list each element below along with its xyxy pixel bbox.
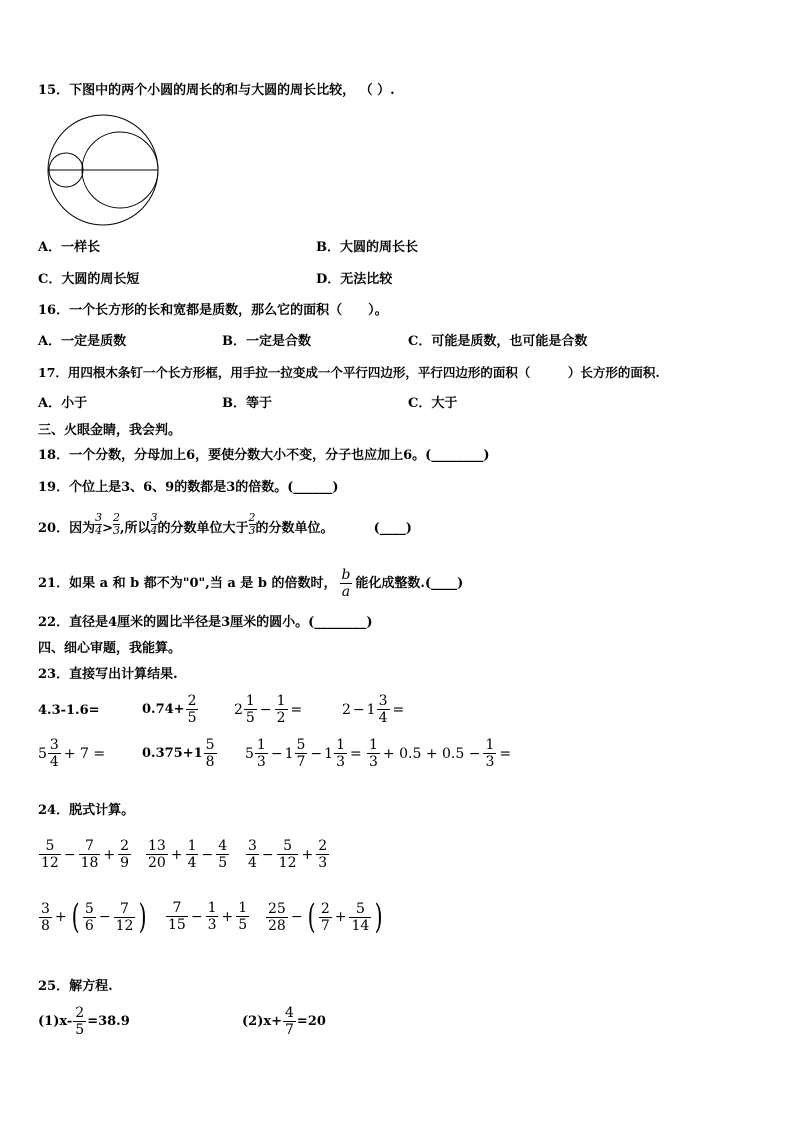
- q23-expr-3: 2 $\frac{1}{5}$ − $\frac{1}{2}$ =: [234, 693, 303, 726]
- q21-suffix: 能化成整数.(____): [355, 575, 464, 591]
- q20-greater-than: >: [102, 521, 113, 536]
- q20-fraction-1: $\frac{3}{4}$: [95, 511, 103, 537]
- q23-expr-7: 5 $\frac{1}{3}$ − 1 $\frac{5}{7}$ − 1 $\frac{1}{3}$ =: [245, 737, 362, 770]
- q24-expr-3: $\frac{3}{4}$ − $\frac{5}{12}$ + $\frac{2}{3}$: [248, 838, 328, 871]
- q15-option-d[interactable]: D．无法比较: [316, 272, 393, 287]
- q20-mid2: 的分数单位大于: [157, 521, 249, 536]
- q24-expr-6: $\frac{25}{28}$ − ( $\frac{2}{7}$ + $\frac{5}{14}$ ): [268, 897, 383, 937]
- q25-equation-1: (1)x- $\frac{2}{5}$ =38.9: [38, 1005, 130, 1038]
- q15-option-b[interactable]: B．大圆的周长长: [316, 240, 418, 255]
- q17-option-a[interactable]: A．小于: [38, 396, 88, 411]
- q20-mid1: ,所以: [120, 521, 151, 536]
- question-19-text: 19．个位上是3、6、9的数都是3的倍数。(______): [38, 480, 339, 495]
- q16-option-c[interactable]: C．可能是质数，也可能是合数: [408, 334, 588, 349]
- q15-option-c[interactable]: C．大圆的周长短: [38, 272, 140, 287]
- q20-fraction-2: $\frac{2}{3}$: [113, 511, 120, 537]
- question-25-title: 25．解方程.: [38, 979, 113, 994]
- q24-expr-1: $\frac{5}{12}$ − $\frac{7}{18}$ + $\frac{2}{9}$: [41, 838, 130, 871]
- q23-expr-8: $\frac{1}{3}$ + 0.5 + 0.5 − $\frac{1}{3}$ =: [369, 737, 512, 770]
- q23-expr-1: 4.3-1.6=: [38, 703, 100, 718]
- q20-prefix: 20．因为: [38, 521, 96, 536]
- question-17-text: 17．用四根木条钉一个长方形框，用手拉一拉变成一个平行四边形，平行四边形的面积（ ）长方形的面积.: [38, 365, 660, 380]
- question-22-text: 22．直径是4厘米的圆比半径是3厘米的圆小。(________): [38, 615, 373, 630]
- q20-mid3: 的分数单位。: [255, 521, 334, 536]
- question-23-title: 23．直接写出计算结果.: [38, 667, 178, 682]
- q24-expr-2: $\frac{13}{20}$ + $\frac{1}{4}$ − $\frac{4}{5}$: [148, 838, 228, 871]
- q23-expr-4: 2 − 1 $\frac{3}{4}$ =: [342, 693, 405, 726]
- q21-prefix: 21．如果 a 和 b 都不为"0",当 a 是 b 的倍数时，: [38, 575, 337, 591]
- q20-fraction-4: $\frac{2}{3}$: [248, 511, 256, 537]
- q16-option-a[interactable]: A．一定是质数: [38, 334, 127, 349]
- q15-option-a[interactable]: A．一样长: [38, 240, 101, 255]
- q24-expr-4: $\frac{3}{8}$ + ( $\frac{5}{6}$ − $\frac{7}{12}$ ): [41, 897, 148, 937]
- circles-figure: [44, 112, 164, 230]
- question-15-text: 15．下图中的两个小圆的周长的和与大圆的周长比较， （ ）.: [38, 83, 395, 98]
- q21-fraction: $\frac{b}{a}$: [341, 567, 351, 600]
- q20-answer-blank[interactable]: (____): [373, 521, 412, 536]
- section-3-heading: 三、火眼金睛，我会判。: [38, 423, 182, 438]
- q16-option-b[interactable]: B．一定是合数: [222, 334, 311, 349]
- q23-expr-5: 5 $\frac{3}{4}$ + 7 =: [38, 737, 106, 770]
- question-18-text: 18．一个分数，分母加上6，要使分数大小不变，分子也应加上6。(________): [38, 448, 490, 463]
- q23-expr-2: 0.74+ $\frac{2}{5}$: [142, 693, 197, 726]
- question-20-text: [38, 512, 412, 537]
- q17-option-b[interactable]: B．等于: [222, 396, 272, 411]
- question-24-title: 24．脱式计算。: [38, 803, 135, 818]
- q17-option-c[interactable]: C．大于: [408, 396, 458, 411]
- q20-fraction-3: $\frac{3}{4}$: [150, 511, 158, 537]
- q25-equation-2: (2)x+ $\frac{4}{7}$ =20: [242, 1005, 326, 1038]
- q24-expr-5: $\frac{7}{15}$ − $\frac{1}{3}$ + $\frac{1}{5}$: [168, 900, 248, 933]
- question-21-text: [38, 567, 463, 600]
- q23-expr-6: 0.375+1 $\frac{5}{8}$: [142, 737, 215, 770]
- section-4-heading: 四、细心审题，我能算。: [38, 641, 182, 656]
- question-16-text: 16．一个长方形的长和宽都是质数，那么它的面积（ ）。: [38, 303, 388, 318]
